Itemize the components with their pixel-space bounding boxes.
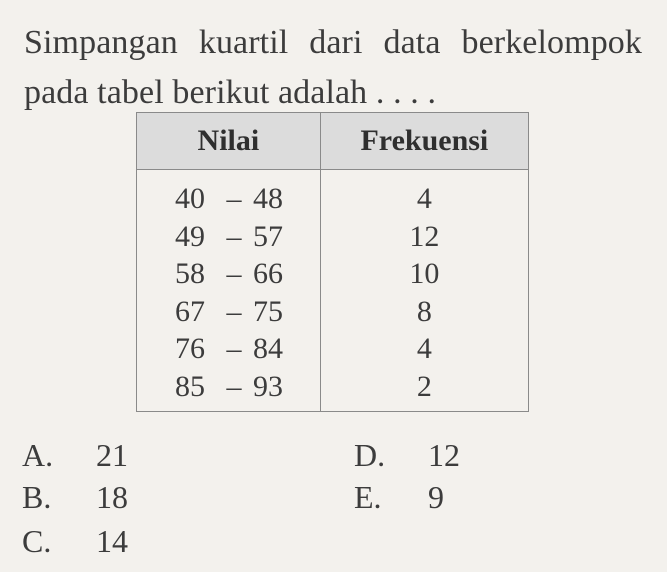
interval-lower: 76	[175, 332, 205, 365]
frequency-value: 10	[409, 257, 440, 290]
interval-upper: 57	[253, 219, 283, 253]
interval-lower: 58	[175, 257, 205, 290]
option-value: 9	[428, 479, 444, 515]
frequency-value: 4	[416, 332, 432, 365]
interval-upper: 84	[253, 332, 283, 365]
question-text	[24, 18, 654, 118]
option-b[interactable]	[22, 474, 128, 520]
interval-lower: 49	[175, 219, 205, 253]
option-letter: E.	[354, 479, 382, 515]
interval-dash: –	[226, 219, 242, 253]
interval-dash: –	[226, 294, 242, 328]
table-body-row	[137, 170, 529, 412]
question-line-2: pada tabel berikut adalah . . . .	[24, 74, 437, 111]
interval-upper: 66	[253, 257, 283, 290]
table-row	[137, 330, 320, 368]
option-value: 12	[428, 437, 460, 473]
frequency-value: 8	[416, 294, 432, 328]
option-letter: A.	[22, 437, 54, 473]
frequency-value: 4	[416, 182, 432, 215]
table-row	[137, 180, 320, 218]
option-value: 21	[96, 437, 128, 473]
option-d[interactable]	[354, 432, 460, 478]
table-row	[137, 368, 320, 406]
option-letter: C.	[22, 523, 52, 559]
option-value: 14	[96, 523, 128, 559]
frequency-table	[136, 112, 529, 412]
interval-dash: –	[226, 257, 242, 290]
interval-dash: –	[226, 369, 242, 403]
interval-dash: –	[226, 332, 242, 365]
frequency-value: 2	[416, 369, 432, 403]
interval-lower: 67	[175, 294, 205, 328]
interval-upper: 93	[253, 369, 283, 403]
interval-upper: 75	[253, 294, 283, 328]
interval-lower: 85	[175, 369, 205, 403]
option-e[interactable]	[354, 474, 444, 520]
table-row	[137, 293, 320, 331]
option-letter: B.	[22, 479, 52, 515]
option-c[interactable]	[22, 518, 128, 564]
interval-lower: 40	[175, 182, 205, 215]
nilai-column	[137, 170, 321, 412]
option-a[interactable]	[22, 432, 128, 478]
option-value: 18	[96, 479, 128, 515]
header-nilai: Nilai	[137, 113, 321, 170]
option-letter: D.	[354, 437, 386, 473]
header-frekuensi: Frekuensi	[320, 113, 528, 170]
table-row	[137, 218, 320, 256]
frequency-value: 12	[409, 219, 440, 253]
interval-upper: 48	[253, 182, 283, 215]
interval-dash: –	[226, 182, 242, 215]
table-row	[137, 255, 320, 293]
table-header-row	[137, 113, 529, 170]
frekuensi-column	[320, 170, 528, 412]
question-line-1: Simpangan kuartil dari data berkelompok	[24, 24, 642, 61]
